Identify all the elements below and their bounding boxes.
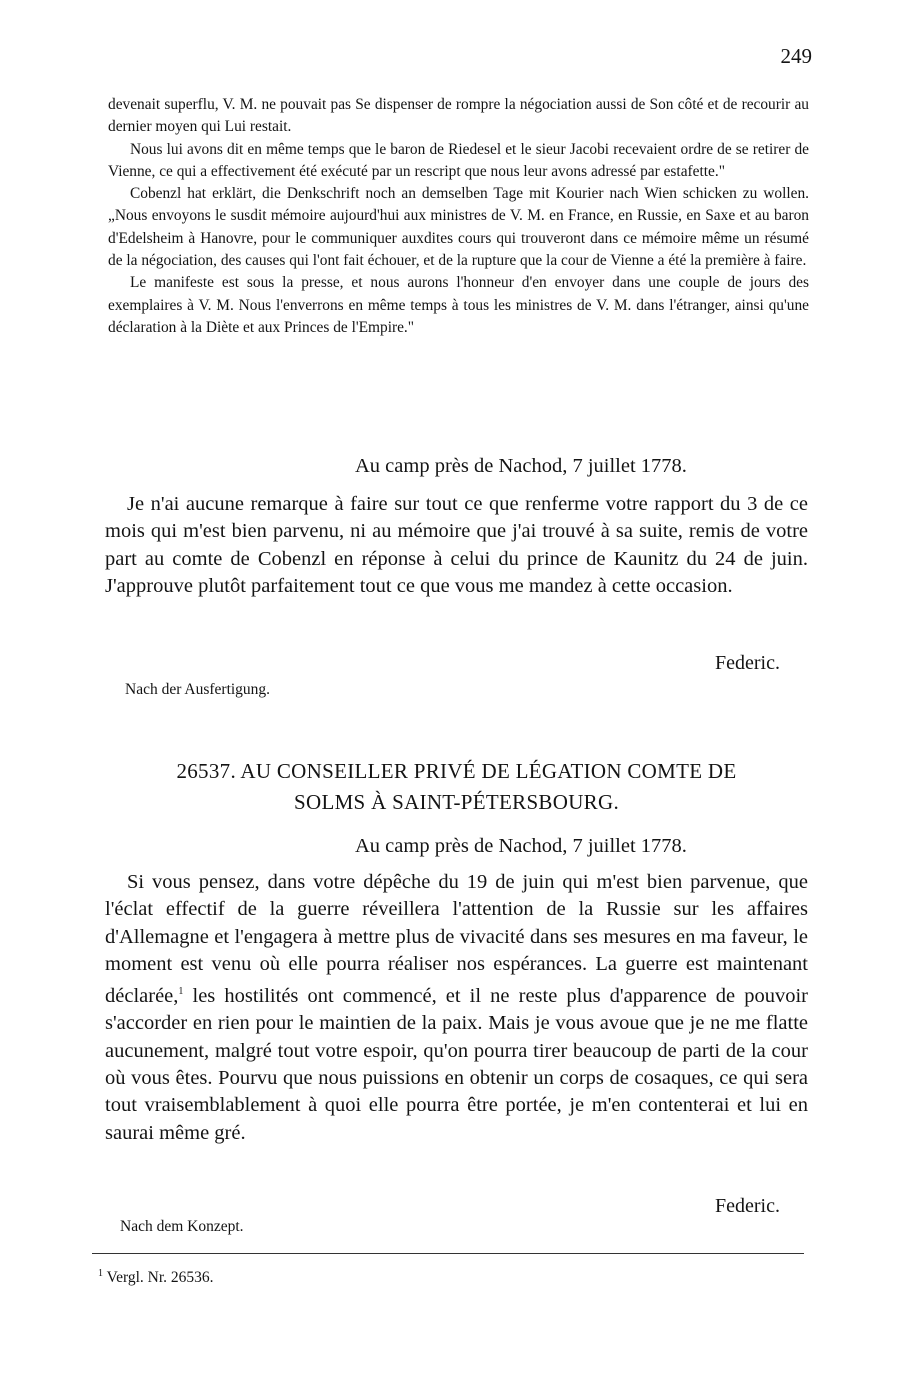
letter2-heading [105, 756, 808, 818]
footnote-text: Vergl. Nr. 26536. [106, 1269, 214, 1287]
paragraph: Le manifeste est sous la presse, et nous aurons l'honneur d'en envoyer dans une couple de jours des exemplaires à V. M. Nous l'enverrons en même temps à tous les ministres de V. M. dans l'étranger, ainsi qu'une déclaration à la Diète et aux Princes de l'Empire." [108, 274, 809, 336]
page-number: 249 [780, 44, 812, 68]
footnote-reference[interactable]: 1 [178, 986, 184, 998]
letter2-dateline: Au camp près de Nachod, 7 juillet 1778. [355, 835, 687, 857]
body-text: Si vous pensez, dans votre dépêche du 19 de juin qui m'est bien parvenue, que l'éclat effectif de la guerre réveillera l'attention de la Russie sur les affaires d'Allemagne et l'engagera à mettre plus de vivacité dans ses mesures en ma faveur, le moment est venu où elle pourra réaliser nos espérances. La guerre est maintenant déclarée, [105, 871, 808, 1008]
letter1-source-note: Nach der Ausfertigung. [125, 681, 271, 698]
body-text: les hostilités ont commencé, et il ne reste plus d'apparence de pouvoir s'accorder en rien pour le maintien de la paix. Mais je vous avoue que je ne me flatte aucunement, malgré tout votre espoir, qu'on pourra tirer beaucoup de parti de la cour où vous êtes. Pourvu que nous puissions en obtenir un corps de cosaques, ce qui sera tout vraisemblablement à quoi elle pourra être portée, je m'en contenterai et lui en saurai même gré. [105, 985, 808, 1144]
letter1-body [105, 491, 808, 600]
paragraph: devenait superflu, V. M. ne pouvait pas Se dispenser de rompre la négociation aussi de Son côté et de recourir au dernier moyen qui Lui restait. [108, 96, 809, 136]
paragraph: Cobenzl hat erklärt, die Denkschrift noch an demselben Tage mit Kourier nach Wien schicken zu wollen. „Nous envoyons le susdit mémoire aujourd'hui aux ministres de V. M. en France, en Russie, en Saxe et au baron d'Edelsheim à Hanovre, pour le communiquer auxdites cours qui trouveront dans ce mémoire même un résumé de la négociation, des causes qui l'ont fait échouer, et de la rupture que la cour de Vienne a été la première à faire. [108, 185, 809, 270]
heading-line: SOLMS À SAINT-PÉTERSBOURG. [294, 790, 619, 814]
letter2-signature: Federic. [715, 1195, 780, 1217]
footnote-divider [92, 1253, 804, 1254]
letter2-source-note: Nach dem Konzept. [120, 1218, 244, 1235]
heading-line: 26537. AU CONSEILLER PRIVÉ DE LÉGATION COMTE DE [176, 759, 737, 783]
paragraph: Nous lui avons dit en même temps que le baron de Riedesel et le sieur Jacobi recevaient ordre de se retirer de Vienne, ce qui a effectivement été exécuté par un rescript que nous leur avons adressé par estafette." [108, 140, 809, 180]
footnote-mark: 1 [98, 1268, 103, 1279]
letter2-body [105, 869, 808, 1147]
footnote [98, 1268, 214, 1287]
paragraph [105, 869, 808, 1147]
quoted-report-block [108, 94, 809, 339]
paragraph: Je n'ai aucune remarque à faire sur tout ce que renferme votre rapport du 3 de ce mois qui m'est bien parvenu, ni au mémoire que j'ai trouvé à sa suite, remis de votre part au comte de Cobenzl en réponse à celui du prince de Kaunitz du 24 de juin. J'approuve plutôt parfaitement tout ce que vous me mandez à cette occasion. [105, 493, 808, 597]
letter1-dateline: Au camp près de Nachod, 7 juillet 1778. [355, 455, 687, 477]
letter1-signature: Federic. [715, 652, 780, 674]
